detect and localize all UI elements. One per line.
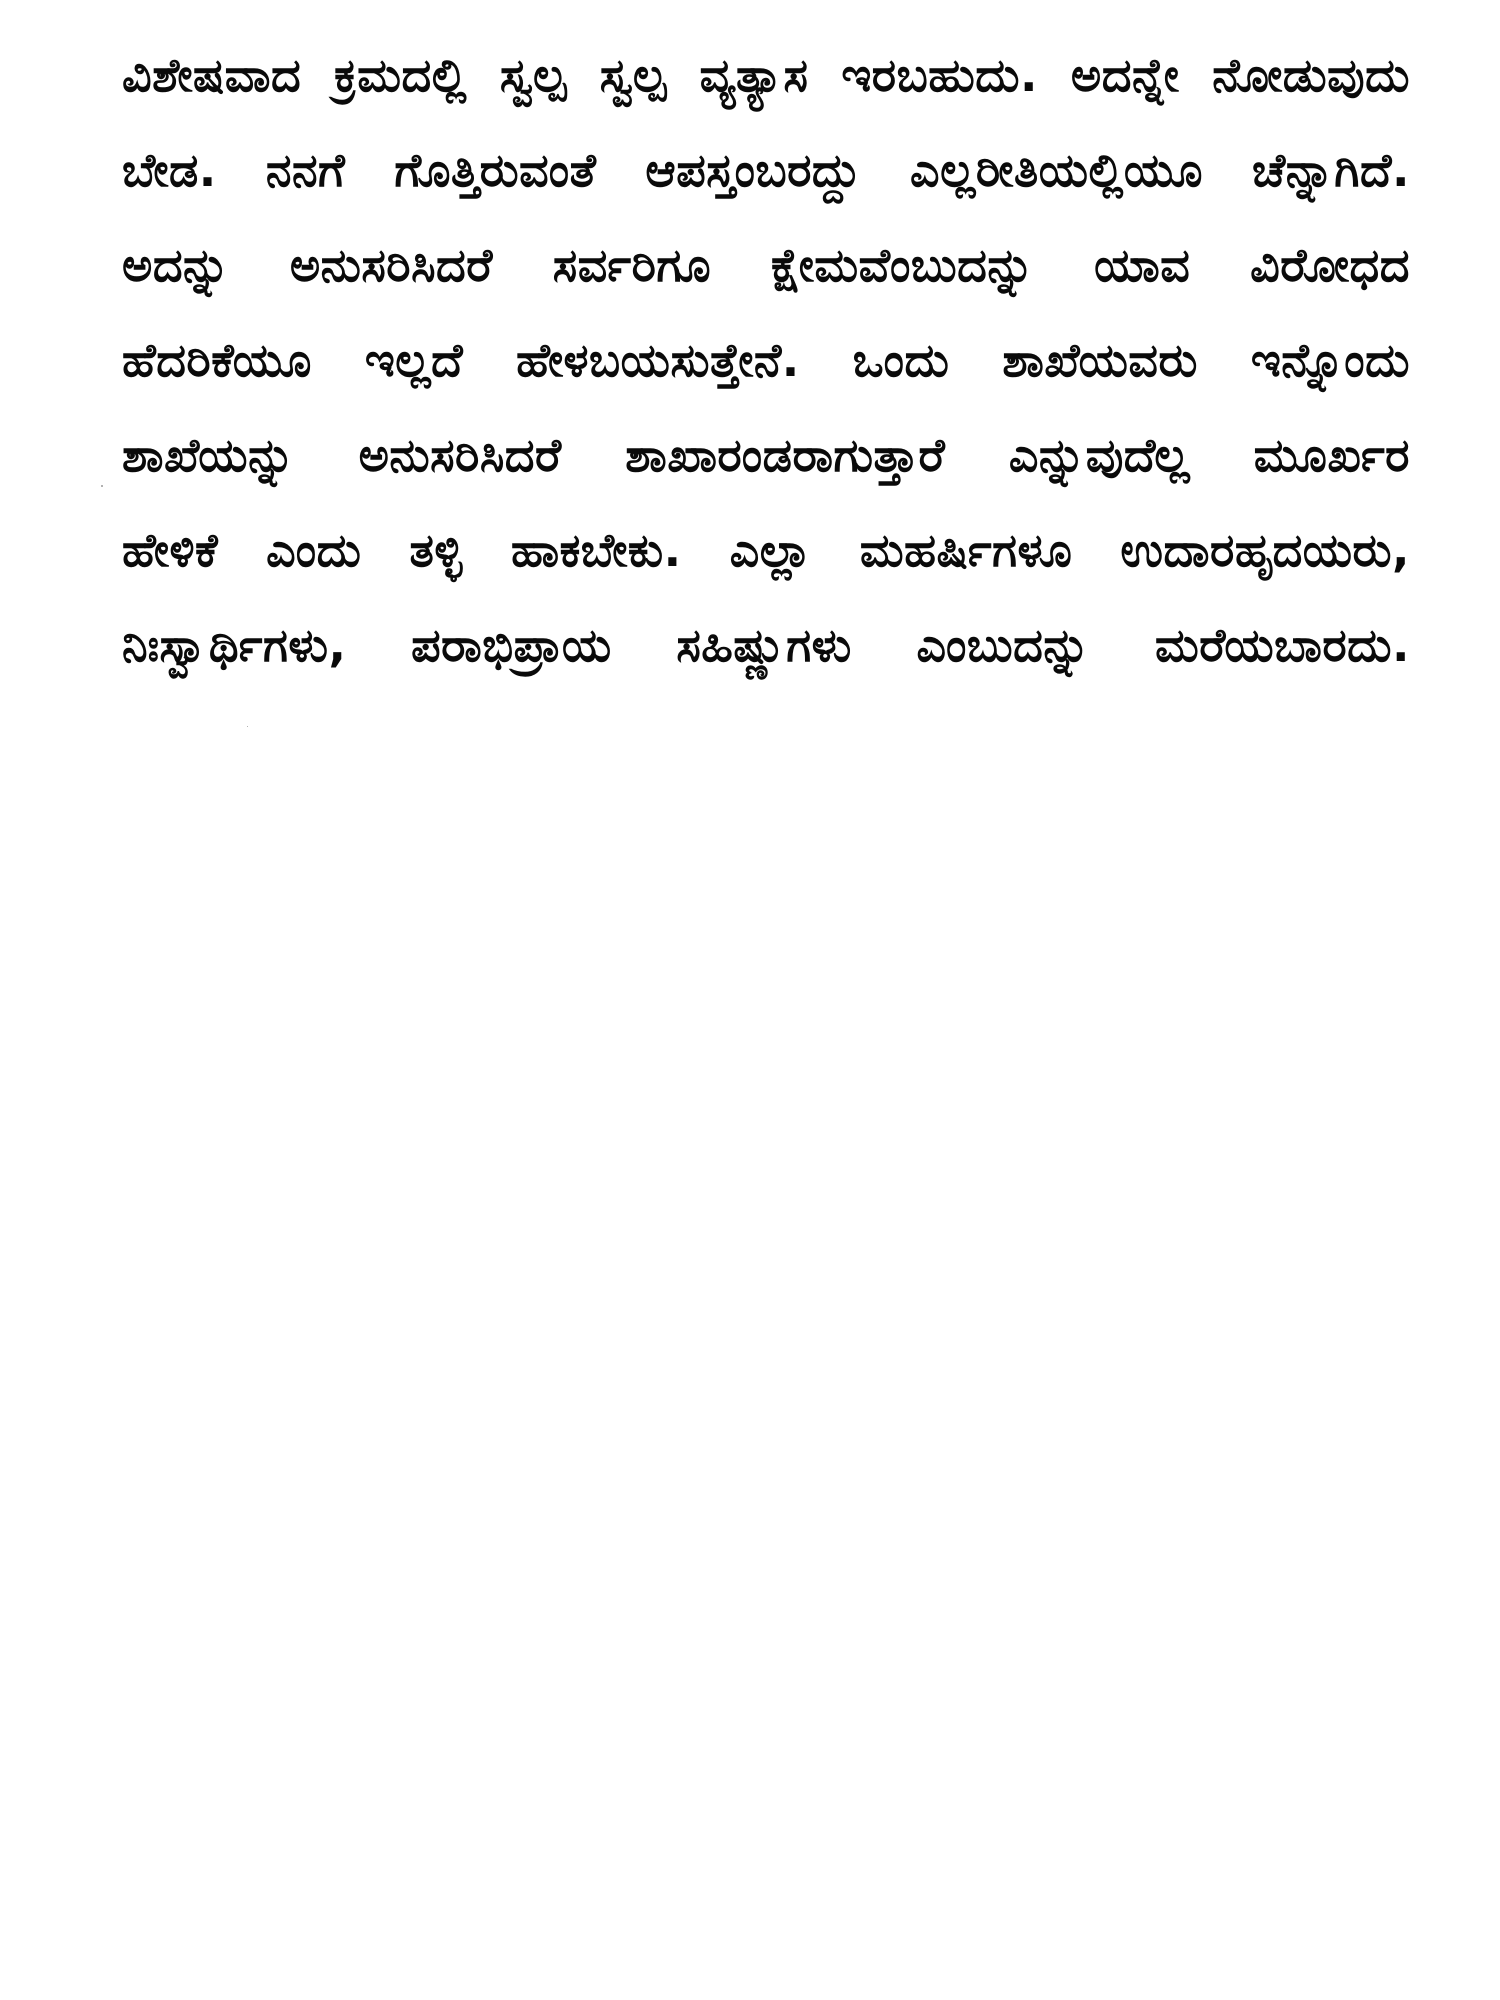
paragraph — [122, 28, 1410, 693]
scan-speck — [101, 485, 103, 487]
text-line-5: ಶಾಖೆಯನ್ನು ಅನುಸರಿಸಿದರೆ ಶಾಖಾರಂಡರಾಗುತ್ತಾರೆ ಎನ್ನುವುದೆಲ್ಲ ಮೂರ್ಖರ — [122, 428, 1410, 482]
text-line-1: ವಿಶೇಷವಾದ ಕ್ರಮದಲ್ಲಿ ಸ್ವಲ್ಪ ಸ್ವಲ್ಪ ವ್ಯತ್ಯಾಸ ಇರಬಹುದು. ಅದನ್ನೇ ನೋಡುವುದು — [122, 48, 1410, 102]
text-line-2: ಬೇಡ. ನನಗೆ ಗೊತ್ತಿರುವಂತೆ ಆಪಸ್ತಂಬರದ್ದು ಎಲ್ಲರೀತಿಯಲ್ಲಿಯೂ ಚೆನ್ನಾಗಿದೆ. — [122, 143, 1410, 197]
text-line-3: ಅದನ್ನು ಅನುಸರಿಸಿದರೆ ಸರ್ವರಿಗೂ ಕ್ಷೇಮವೆಂಬುದನ್ನು ಯಾವ ವಿರೋಧದ — [122, 238, 1410, 292]
scan-speck — [247, 726, 248, 727]
text-line-7: ನಿಃಸ್ವಾರ್ಥಿಗಳು, ಪರಾಭಿಪ್ರಾಯ ಸಹಿಷ್ಣುಗಳು ಎಂಬುದನ್ನು ಮರೆಯಬಾರದು. — [122, 618, 1410, 672]
text-line-4: ಹೆದರಿಕೆಯೂ ಇಲ್ಲದೆ ಹೇಳಬಯಸುತ್ತೇನೆ. ಒಂದು ಶಾಖೆಯವರು ಇನ್ನೊಂದು — [122, 333, 1410, 387]
text-line-6: ಹೇಳಿಕೆ ಎಂದು ತಳ್ಳಿ ಹಾಕಬೇಕು. ಎಲ್ಲಾ ಮಹರ್ಷಿಗಳೂ ಉದಾರಹೃದಯರು, — [122, 523, 1410, 577]
